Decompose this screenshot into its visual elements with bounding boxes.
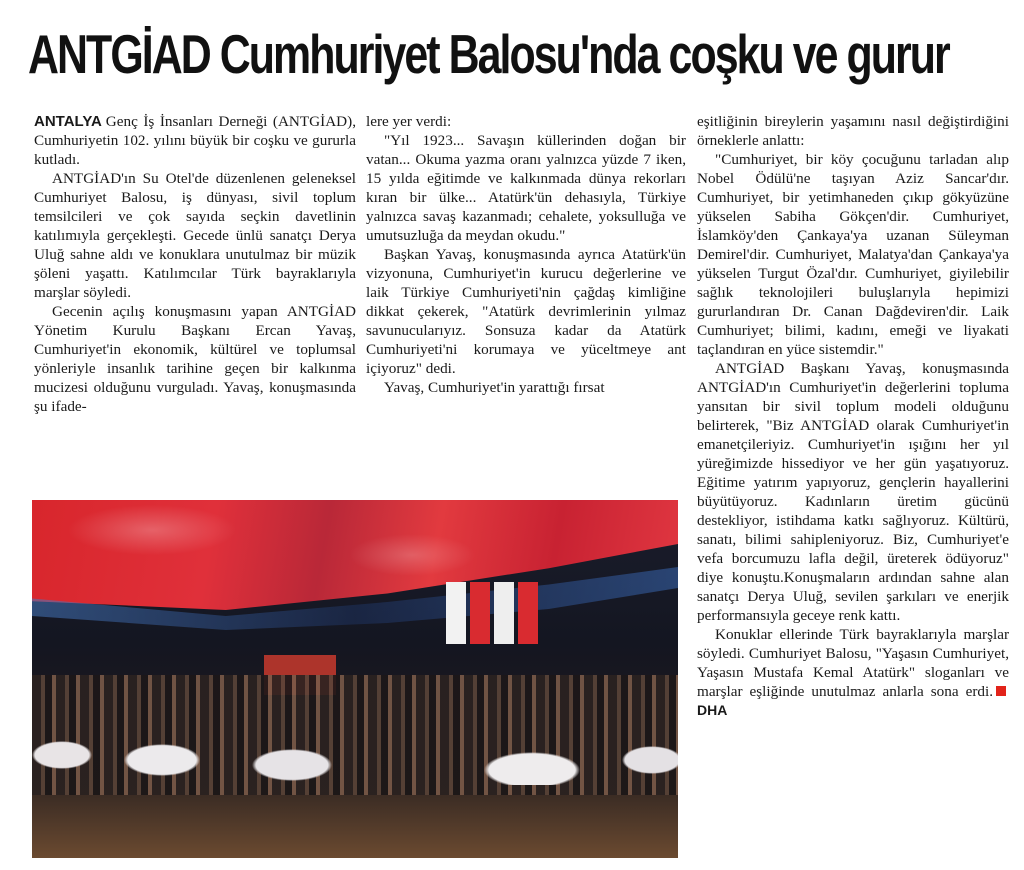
banner	[494, 582, 514, 644]
floor	[32, 795, 678, 858]
quote-paragraph: "Yıl 1923... Savaşın küllerinden doğan bir vatan... Okuma yazma oranı yalnızca yüzde 7 iken, 15 yılda eğitimde ve kalkınmada dünya rekorları kıran bir ülke... Atatürk'ün dehasıyla, Türkiye yalnızca savaş kazanmadı; cehalete, yoksulluğa ve umutsuzluğa da meydan okudu."	[366, 132, 686, 244]
paragraph	[697, 625, 1009, 720]
banner	[446, 582, 466, 644]
article-column-1	[34, 112, 356, 416]
ball-photo	[32, 500, 678, 858]
banner	[470, 582, 490, 644]
paragraph: Başkan Yavaş, konuşmasında ayrıca Atatürk'ün vizyonuna, Cumhuriyet'in kurucu değerlerine ve laik Türkiye Cumhuriyeti'nin çağdaş kimliğine dikkat çekerek, "Atatürk devrimlerinin yılmaz savunucularıyız. Sonsuza kadar da Atatürk Cumhuriyeti'ni korumaya ve yüceltmeye ant içiyoruz" dedi.	[366, 246, 686, 377]
headline: ANTGİAD Cumhuriyet Balosu'nda coşku ve gurur	[28, 23, 949, 85]
paragraph: Gecenin açılış konuşmasını yapan ANTGİAD Yönetim Kurulu Başkanı Ercan Yavaş, Cumhuriyet'in ekonomik, kültürel ve toplumsal yönleriyle insanlık tarihine geçen bir kalkınma mucizesi olduğunu vurguladı. Yavaş, konuşmasında şu ifade-	[34, 303, 356, 415]
banner	[518, 582, 538, 644]
article-column-2	[366, 112, 686, 397]
square-bullet-icon	[996, 686, 1006, 696]
banquet-tables	[32, 725, 678, 785]
paragraph: eşitliğinin bireylerin yaşamını nasıl değiştirdiğini örneklerle anlattı:	[697, 113, 1009, 149]
paragraph-text: Konuklar ellerinde Türk bayraklarıyla marşlar söyledi. Cumhuriyet Balosu, "Yaşasın Cumhuriyet, Yaşasın Mustafa Kemal Atatürk" sloganları ve marşlar eşliğinde unutulmaz anlarla sona erdi.	[697, 626, 1009, 700]
article-column-3	[697, 112, 1009, 862]
quote-paragraph: "Cumhuriyet, bir köy çocuğunu tarladan alıp Nobel Ödülü'ne taşıyan Aziz Sancar'dır. Cumhuriyet, bir yetimhaneden çıkıp gökyüzüne yükselen Sabiha Gökçen'dir. Cumhuriyet, İslamköy'den Çankaya'ya uzanan Süleyman Demirel'dir. Cumhuriyet, Malatya'dan Çankaya'ya yükselen Turgut Özal'dır. Cumhuriyet, giyilebilir sağlık teknolojileri buluşlarıyla hepimizi gururlandıran Dr. Canan Dağdeviren'dir. Laik Cumhuriyet; bilimi, kadını, emeği ve liyakati taçlandıran en yüce sistemdir."	[697, 151, 1009, 358]
paragraph: Yavaş, Cumhuriyet'in yarattığı fırsat	[384, 379, 605, 396]
dateline: ANTALYA	[34, 113, 102, 130]
paragraph	[34, 112, 356, 169]
source-credit: DHA	[697, 702, 728, 718]
paragraph: ANTGİAD'ın Su Otel'de düzenlenen geleneksel Cumhuriyet Balosu, iş dünyası, sivil toplum temsilcileri ve çok sayıda seçkin davetlinin katılımıyla gerçekleşti. Gecede ünlü sanatçı Derya Uluğ sahne aldı ve konuklara unutulmaz bir müzik şöleni yaşattı. Katılımcılar Türk bayraklarıyla marşlar söyledi.	[34, 170, 356, 301]
paragraph-text: Genç İş İnsanları Derneği (ANTGİAD), Cumhuriyetin 102. yılını büyük bir coşku ve gururla kutladı.	[34, 113, 356, 168]
paragraph: lere yer verdi:	[366, 113, 452, 130]
paragraph: ANTGİAD Başkanı Yavaş, konuşmasında ANTGİAD'ın Cumhuriyet'in değerlerini topluma yansıtan bir sivil toplum modeli olduğunu belirterek, "Biz ANTGİAD olarak Cumhuriyet'in emanetçileriyiz. Cumhuriyet'in ışığını her yıl yüreğimizde hissediyor ve her gün yaşatıyoruz. Eğitime yatırım yapıyoruz, gençlerin hayallerini büyütüyoruz. Kadınların üretim gücünü destekliyor, istihdama katkı sağlıyoruz. Kültürü, sanatı, bilimi sahipleniyoruz. Biz, Cumhuriyet'e vefa borcumuzu lafla değil, üreterek ödüyoruz" diye konuştu.Konuşmaların ardından sahne alan sanatçı Derya Uluğ, sevilen şarkıları ve enerjik performansıyla geceye renk kattı.	[697, 360, 1009, 624]
